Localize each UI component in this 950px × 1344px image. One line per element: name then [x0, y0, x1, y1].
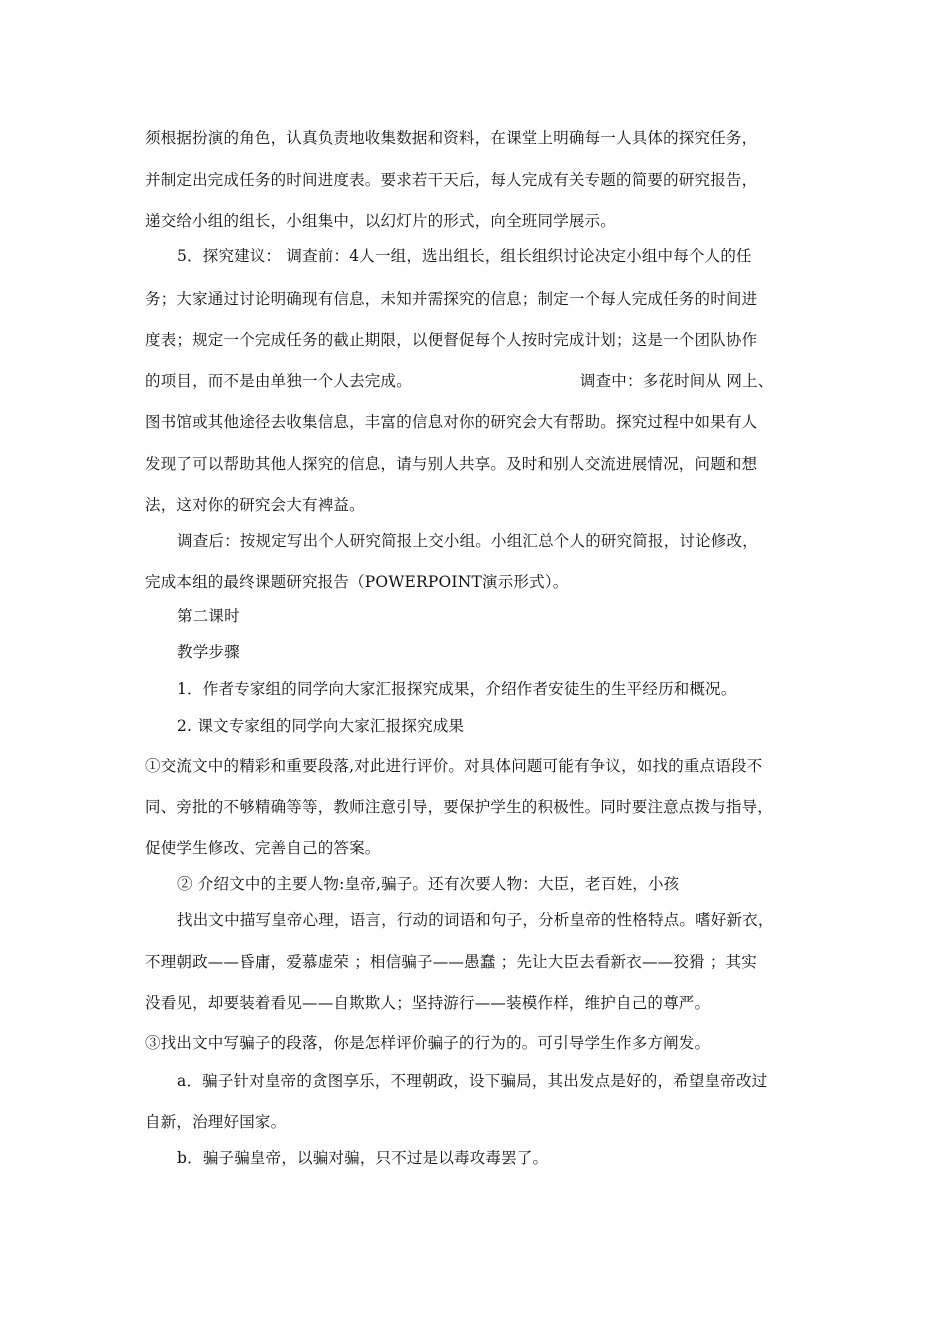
paragraph-line: 调查后：按规定写出个人研究简报上交小组。小组汇总个人的研究简报，讨论修改， [177, 532, 758, 550]
paragraph-line: ①交流文中的精彩和重要段落,对此进行评价。对具体问题可能有争议，如找的重点语段不 [145, 757, 763, 775]
paragraph-line: ② 介绍文中的主要人物:皇帝,骗子。还有次要人物：大臣，老百姓，小孩 [177, 875, 680, 893]
section-heading: 第二课时 [177, 607, 240, 625]
paragraph-line: 不理朝政——昏庸，爱慕虚荣 ；相信骗子——愚蠢 ；先让大臣去看新衣——狡猾 ；其实 [145, 953, 757, 971]
list-item: b．骗子骗皇帝，以骗对骗，只不过是以毒攻毒罢了。 [177, 1149, 549, 1167]
paragraph-line: 务；大家通过讨论明确现有信息，未知并需探究的信息；制定一个每人完成任务的时间进 [145, 290, 758, 308]
paragraph-line [145, 371, 773, 391]
paragraph-line: 图书馆或其他途径去收集信息，丰富的信息对你的研究会大有帮助。探究过程中如果有人 [145, 413, 758, 431]
paragraph-line: 法，这对你的研究会大有裨益。 [145, 496, 365, 514]
list-item: a．骗子针对皇帝的贪图享乐，不理朝政，设下骗局，其出发点是好的，希望皇帝改过 [177, 1072, 768, 1090]
list-item: 1．作者专家组的同学向大家汇报探究成果，介绍作者安徒生的生平经历和概况。 [177, 680, 737, 698]
list-item: 2. 课文专家组的同学向大家汇报探究成果 [177, 717, 465, 735]
paragraph-line: 须根据扮演的角色，认真负责地收集数据和资料，在课堂上明确每一人具体的探究任务， [145, 129, 758, 147]
paragraph-line: 并制定出完成任务的时间进度表。要求若干天后，每人完成有关专题的简要的研究报告， [145, 171, 758, 189]
paragraph-line: ③找出文中写骗子的段落，你是怎样评价骗子的行为的。可引导学生作多方阐发。 [145, 1034, 711, 1052]
paragraph-line: 同、旁批的不够精确等等，教师注意引导，要保护学生的积极性。同时要注意点拨与指导， [145, 798, 774, 816]
paragraph-line: 促使学生修改、完善自己的答案。 [145, 839, 381, 857]
paragraph-line: 没看见，却要装着看见——自欺欺人；坚持游行——装模作样，维护自己的尊严。 [145, 994, 711, 1012]
paragraph-line: 5．探究建议： 调查前：4人一组，选出组长，组长组织讨论决定小组中每个人的任 [177, 247, 752, 265]
text-segment: 的项目，而不是由单独一个人去完成。 [145, 372, 412, 390]
paragraph-line: 找出文中描写皇帝心理，语言，行动的词语和句子，分析皇帝的性格特点。嗜好新衣， [177, 911, 774, 929]
subheading: 教学步骤 [177, 643, 240, 661]
paragraph-line: 自新，治理好国家。 [145, 1113, 287, 1131]
text-segment: 调查中：多花时间从 网上、 [579, 372, 774, 390]
paragraph-line: 完成本组的最终课题研究报告（POWERPOINT演示形式）。 [145, 573, 569, 591]
paragraph-line: 发现了可以帮助其他人探究的信息，请与别人共享。及时和别人交流进展情况，问题和想 [145, 455, 758, 473]
paragraph-line: 递交给小组的组长，小组集中，以幻灯片的形式，向全班同学展示。 [145, 212, 617, 230]
paragraph-line: 度表；规定一个完成任务的截止期限，以便督促每个人按时完成计划；这是一个团队协作 [145, 331, 758, 349]
